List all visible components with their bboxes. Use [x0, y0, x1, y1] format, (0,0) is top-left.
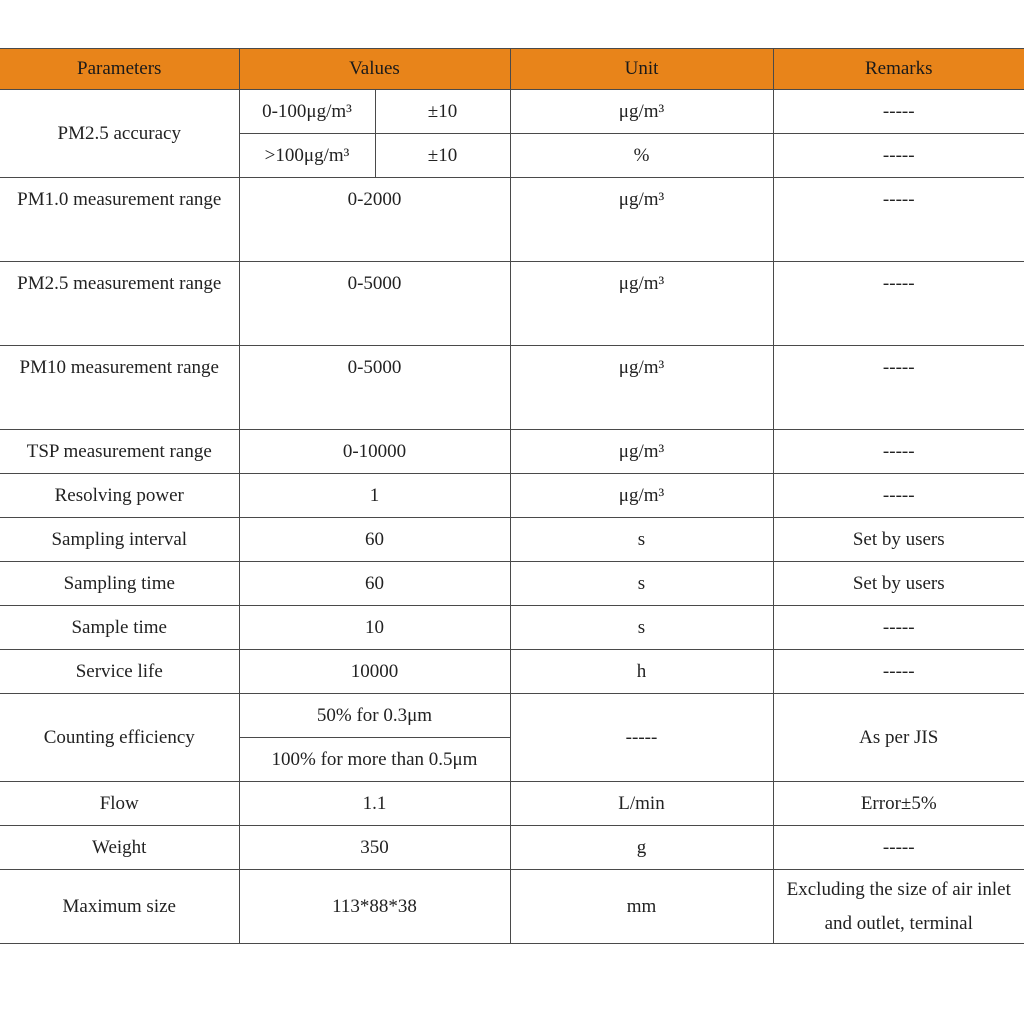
- unit-cell: g: [510, 826, 773, 870]
- range-cell: >100μg/m³: [239, 134, 375, 178]
- unit-cell: L/min: [510, 782, 773, 826]
- param-cell: PM2.5 accuracy: [0, 90, 239, 178]
- param-cell: PM2.5 measurement range: [0, 262, 239, 346]
- table-row: [0, 650, 1024, 694]
- remark-cell: -----: [773, 474, 1024, 518]
- value-cell: 0-5000: [239, 262, 510, 346]
- table-row: [0, 870, 1024, 944]
- value-cell: 10000: [239, 650, 510, 694]
- header-unit: Unit: [510, 49, 773, 90]
- table-row: [0, 430, 1024, 474]
- param-cell: Counting efficiency: [0, 694, 239, 782]
- remark-cell: -----: [773, 134, 1024, 178]
- param-cell: Weight: [0, 826, 239, 870]
- param-cell: Maximum size: [0, 870, 239, 944]
- param-cell: Service life: [0, 650, 239, 694]
- table-row: [0, 826, 1024, 870]
- remark-cell: -----: [773, 178, 1024, 262]
- header-values: Values: [239, 49, 510, 90]
- param-cell: Flow: [0, 782, 239, 826]
- specifications-table: [0, 48, 1024, 944]
- remark-cell: -----: [773, 826, 1024, 870]
- header-remarks: Remarks: [773, 49, 1024, 90]
- unit-cell: -----: [510, 694, 773, 782]
- table-row: [0, 606, 1024, 650]
- unit-cell: μg/m³: [510, 178, 773, 262]
- table-row: [0, 90, 1024, 134]
- value-cell: 100% for more than 0.5μm: [239, 738, 510, 782]
- param-cell: TSP measurement range: [0, 430, 239, 474]
- value-cell: 60: [239, 518, 510, 562]
- value-cell: 1: [239, 474, 510, 518]
- unit-cell: s: [510, 562, 773, 606]
- table-row: [0, 474, 1024, 518]
- table-row: [0, 782, 1024, 826]
- value-cell: 113*88*38: [239, 870, 510, 944]
- value-cell: 0-5000: [239, 346, 510, 430]
- remark-cell: Error±5%: [773, 782, 1024, 826]
- remark-cell: -----: [773, 346, 1024, 430]
- param-cell: Sampling interval: [0, 518, 239, 562]
- table-row: [0, 562, 1024, 606]
- unit-cell: μg/m³: [510, 474, 773, 518]
- value-cell: 350: [239, 826, 510, 870]
- remark-cell: As per JIS: [773, 694, 1024, 782]
- range-cell: 0-100μg/m³: [239, 90, 375, 134]
- unit-cell: μg/m³: [510, 430, 773, 474]
- unit-cell: h: [510, 650, 773, 694]
- unit-cell: μg/m³: [510, 90, 773, 134]
- unit-cell: mm: [510, 870, 773, 944]
- remark-cell: Set by users: [773, 518, 1024, 562]
- param-cell: Sample time: [0, 606, 239, 650]
- unit-cell: μg/m³: [510, 262, 773, 346]
- remark-cell: -----: [773, 430, 1024, 474]
- header-parameters: Parameters: [0, 49, 239, 90]
- value-cell: 10: [239, 606, 510, 650]
- param-cell: PM10 measurement range: [0, 346, 239, 430]
- value-cell: 1.1: [239, 782, 510, 826]
- param-cell: Resolving power: [0, 474, 239, 518]
- remark-cell: Excluding the size of air inlet and outlet, terminal: [773, 870, 1024, 944]
- remark-cell: -----: [773, 650, 1024, 694]
- unit-cell: s: [510, 606, 773, 650]
- header-row: [0, 49, 1024, 90]
- param-cell: PM1.0 measurement range: [0, 178, 239, 262]
- value-cell: ±10: [375, 134, 510, 178]
- param-cell: Sampling time: [0, 562, 239, 606]
- remark-cell: Set by users: [773, 562, 1024, 606]
- table-row: [0, 178, 1024, 262]
- value-cell: ±10: [375, 90, 510, 134]
- remark-cell: -----: [773, 90, 1024, 134]
- unit-cell: μg/m³: [510, 346, 773, 430]
- value-cell: 60: [239, 562, 510, 606]
- unit-cell: s: [510, 518, 773, 562]
- table-row: [0, 518, 1024, 562]
- value-cell: 0-2000: [239, 178, 510, 262]
- table-row: [0, 694, 1024, 738]
- value-cell: 0-10000: [239, 430, 510, 474]
- value-cell: 50% for 0.3μm: [239, 694, 510, 738]
- remark-cell: -----: [773, 262, 1024, 346]
- table-row: [0, 346, 1024, 430]
- table-row: [0, 262, 1024, 346]
- remark-cell: -----: [773, 606, 1024, 650]
- unit-cell: %: [510, 134, 773, 178]
